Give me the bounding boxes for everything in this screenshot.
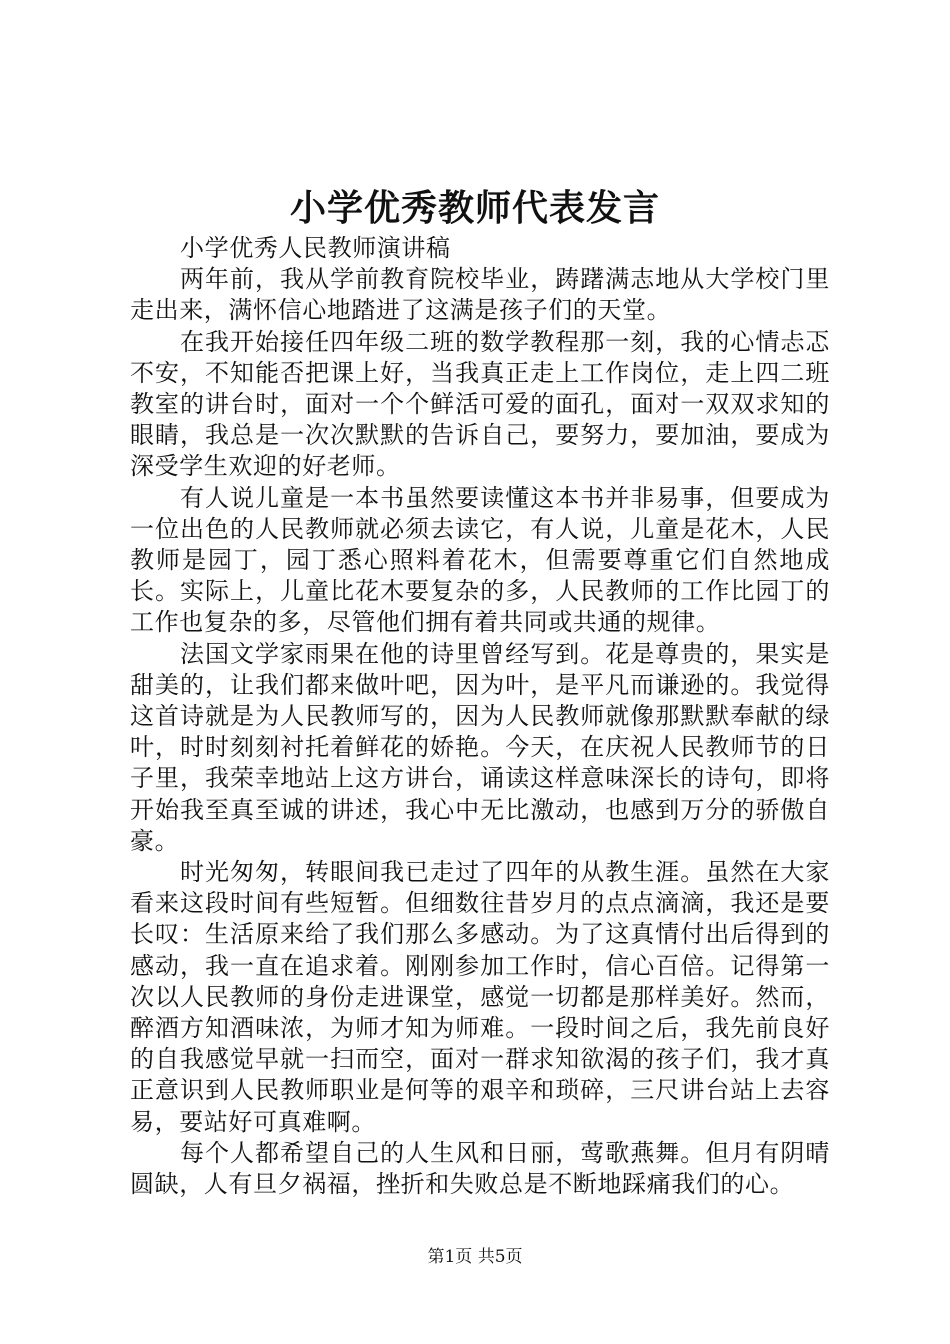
page-title: 小学优秀教师代表发言 [289,187,660,229]
page-number-footer: 第1页 共5页 [427,1247,523,1267]
body-paragraph: 两年前，我从学前教育院校毕业，踌躇满志地从大学校门里走出来，满怀信心地踏进了这满是孩子们的天堂。 [130,265,830,325]
body-paragraph: 有人说儿童是一本书虽然要读懂这本书并非易事，但要成为一位出色的人民教师就必须去读它，有人说，儿童是花木，人民教师是园丁，园丁悉心照料着花木，但需要尊重它们自然地成长。实际上，儿童比花木要复杂的多，人民教师的工作比园丁的工作也复杂的多，尽管他们拥有着共同或共通的规律。 [130,483,830,637]
body-paragraph: 法国文学家雨果在他的诗里曾经写到。花是尊贵的，果实是甜美的，让我们都来做叶吧，因为叶，是平凡而谦逊的。我觉得这首诗就是为人民教师写的，因为人民教师就像那默默奉献的绿叶，时时刻刻衬托着鲜花的娇艳。今天，在庆祝人民教师节的日子里，我荣幸地站上这方讲台，诵读这样意味深长的诗句，即将开始我至真至诚的讲述，我心中无比激动，也感到万分的骄傲自豪。 [130,639,830,855]
document-body [130,233,830,1200]
body-paragraph: 在我开始接任四年级二班的数学教程那一刻，我的心情忐忑不安，不知能否把课上好，当我真正走上工作岗位，走上四二班教室的讲台时，面对一个个鲜活可爱的面孔，面对一双双求知的眼睛，我总是一次次默默的告诉自己，要努力，要加油，要成为深受学生欢迎的好老师。 [130,327,830,481]
body-paragraph: 时光匆匆，转眼间我已走过了四年的从教生涯。虽然在大家看来这段时间有些短暂。但细数往昔岁月的点点滴滴，我还是要长叹：生活原来给了我们那么多感动。为了这真情付出后得到的感动，我一直在追求着。刚刚参加工作时，信心百倍。记得第一次以人民教师的身份走进课堂，感觉一切都是那样美好。然而，醉酒方知酒味浓，为师才知为师难。一段时间之后，我先前良好的自我感觉早就一扫而空，面对一群求知欲渴的孩子们，我才真正意识到人民教师职业是何等的艰辛和琐碎，三尺讲台站上去容易，要站好可真难啊。 [130,858,830,1136]
body-paragraph: 每个人都希望自己的人生风和日丽，莺歌燕舞。但月有阴晴圆缺，人有旦夕祸福，挫折和失败总是不断地踩痛我们的心。 [130,1138,830,1199]
subtitle-paragraph: 小学优秀人民教师演讲稿 [180,234,451,262]
